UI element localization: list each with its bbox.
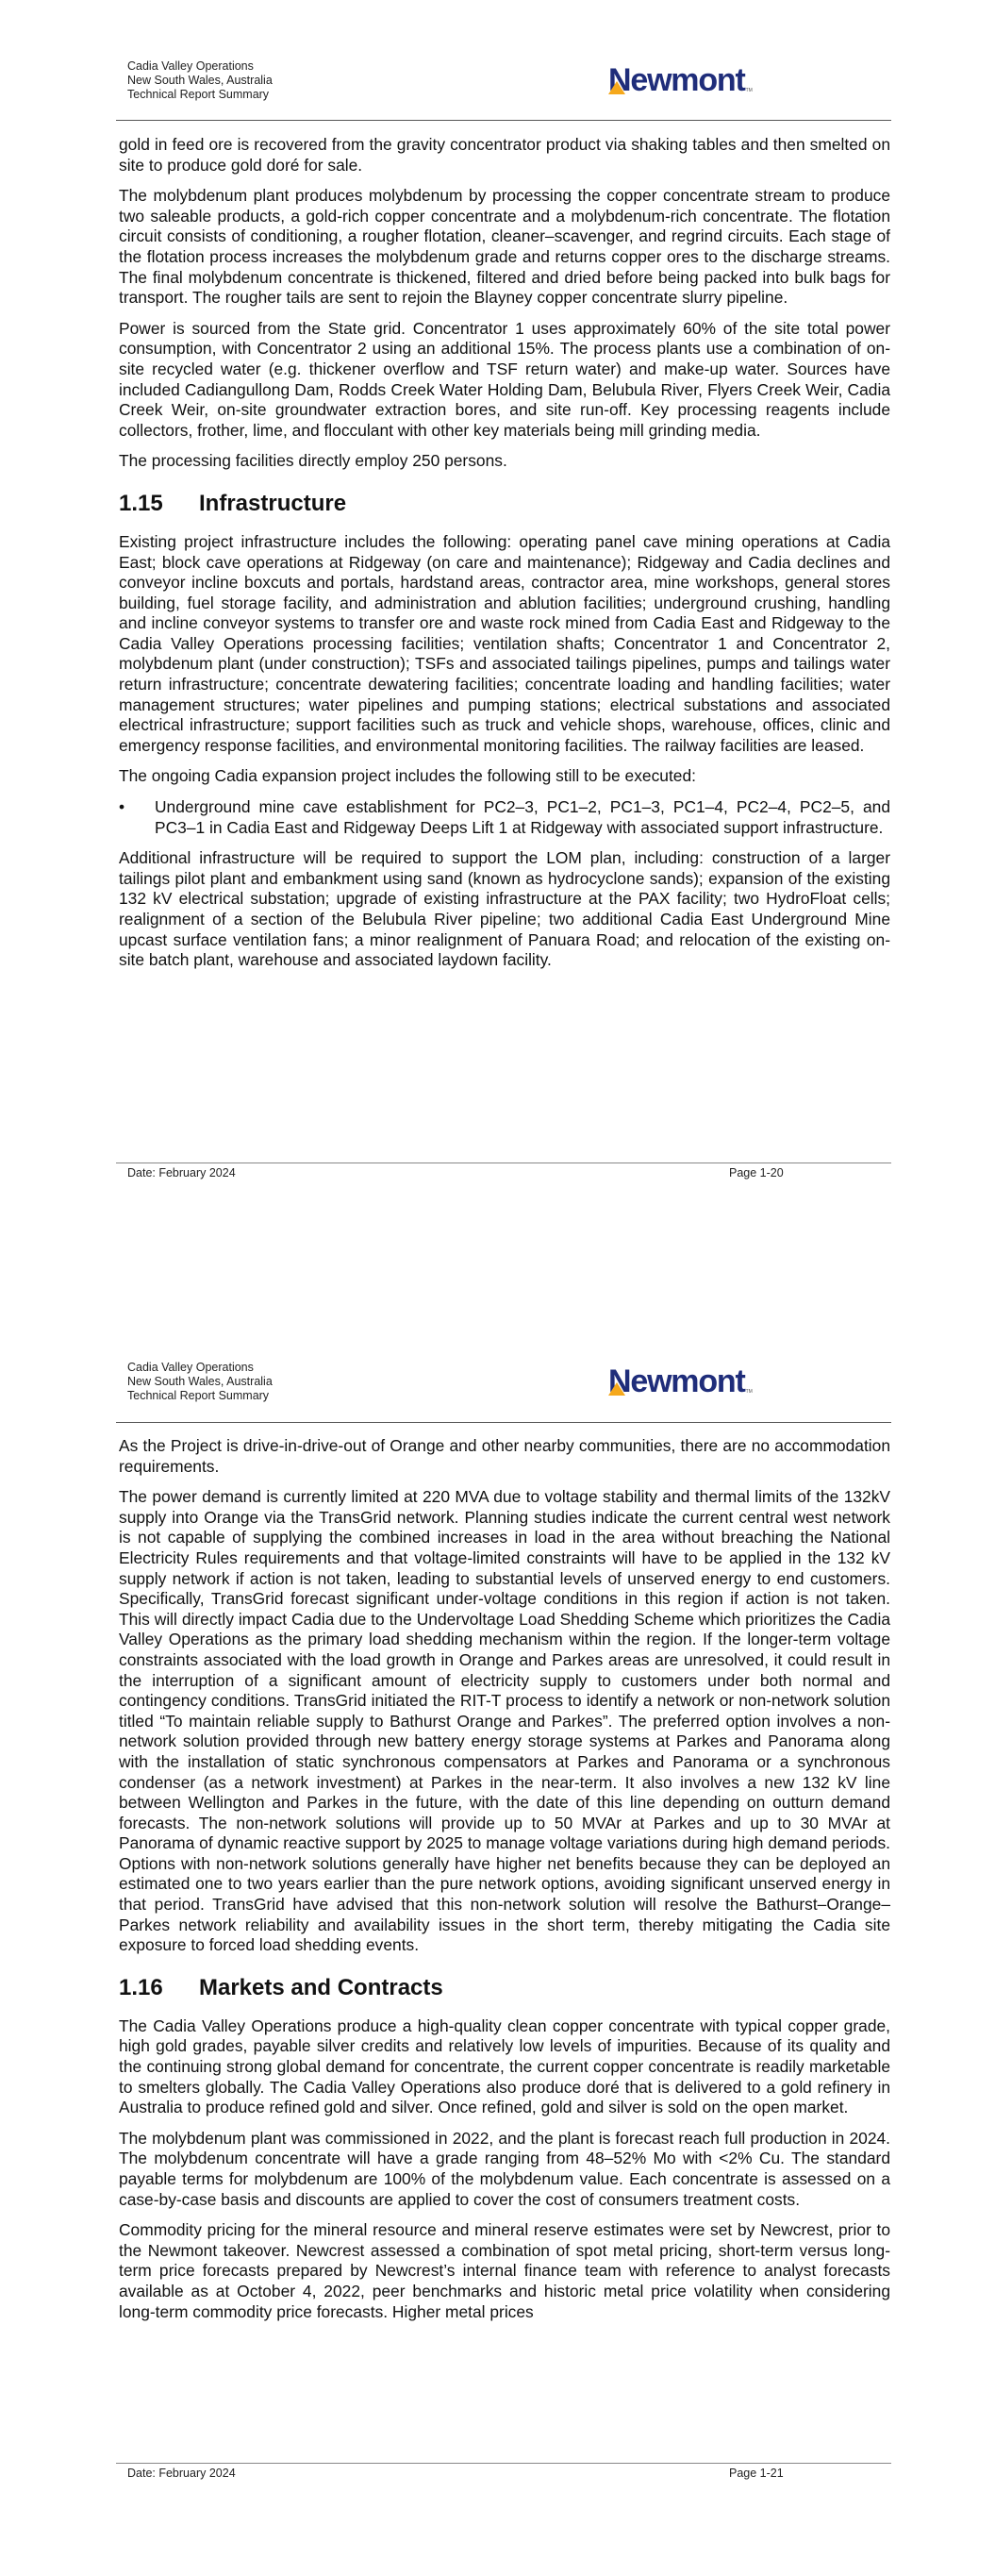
paragraph: The ongoing Cadia expansion project includes the following still to be executed: <box>119 766 696 786</box>
header-rule <box>116 1422 891 1423</box>
bullet-icon: • <box>119 797 125 817</box>
paragraph: As the Project is drive-in-drive-out of Orange and other nearby communities, there are no accommodation requirements. <box>119 1436 890 1476</box>
newmont-logo <box>608 64 753 96</box>
page-body <box>119 135 890 981</box>
list-item: • Underground mine cave establishment for PC2–3, PC1–2, PC1–3, PC1–4, PC2–4, PC2–5, and PC3–1 in Cadia East and Ridgeway Deeps Lift 1 at Ridgeway with associated support infrastructure. <box>119 797 890 837</box>
section-number: 1.15 <box>119 490 163 516</box>
document-header <box>127 1361 273 1403</box>
footer-page-number: Page 1-21 <box>729 2467 784 2480</box>
paragraph: Commodity pricing for the mineral resource and mineral reserve estimates were set by Newcrest, prior to the Newmont takeover. Newcrest assessed a combination of spot metal pricing, short-term versus long-term price forecasts prepared by Newcrest’s internal finance team with reference to analyst forecasts available as at October 4, 2022, peer benchmarks and historic metal price volatility when considering long-term commodity price forecasts. Higher metal prices <box>119 2220 890 2321</box>
section-number: 1.16 <box>119 1974 163 2000</box>
logo-trademark: TM <box>745 88 753 93</box>
footer-date: Date: February 2024 <box>127 1166 236 1179</box>
document-header <box>127 59 273 102</box>
bullet-list <box>119 797 890 838</box>
header-line-3: Technical Report Summary <box>127 88 270 101</box>
header-line-1: Cadia Valley Operations <box>127 59 254 73</box>
header-rule <box>116 120 891 121</box>
paragraph: The Cadia Valley Operations produce a high-quality clean copper concentrate with typical copper grade, high gold grades, payable silver credits and relatively low levels of impurities. Because of its quality and the continuing strong global demand for concentrate, the current copper concentrate is readily marketable to smelters globally. The Cadia Valley Operations also produce doré that is delivered to a gold refinery in Australia to produce refined gold and silver. Once refined, gold and silver is sold on the open market. <box>119 2016 890 2117</box>
section-heading-infrastructure <box>119 491 890 517</box>
page-body <box>119 1436 890 2333</box>
paragraph: The molybdenum plant was commissioned in 2022, and the plant is forecast reach full production in 2024. The molybdenum concentrate will have a grade ranging from 48–52% Mo with <2% Cu. The standard payable terms for molybdenum are 100% of the molybdenum value. Each concentrate is assessed on a case-by-case basis and discounts are applied to cover the cost of consumers treatment costs. <box>119 2128 890 2209</box>
paragraph: gold in feed ore is recovered from the gravity concentrator product via shaking tables and then smelted on site to produce gold doré for sale. <box>119 135 890 175</box>
paragraph: The processing facilities directly employ 250 persons. <box>119 451 507 471</box>
section-title: Infrastructure <box>199 490 347 516</box>
header-line-3: Technical Report Summary <box>127 1389 270 1402</box>
logo-wordmark: Newmont <box>608 1363 745 1399</box>
footer-page-number: Page 1-20 <box>729 1166 784 1179</box>
paragraph: Additional infrastructure will be required to support the LOM plan, including: construction of a larger tailings pilot plant and embankment using sand (known as hydrocyclone sands); expansion of the existing 132 kV electrical substation; upgrade of existing infrastructure at the PAX facility; two HydroFloat cells; realignment of a section of the Belubula River pipeline; two additional Cadia East Underground Mine upcast surface ventilation fans; a minor realignment of Panuara Road; and relocation of the existing on-site batch plant, warehouse and associated laydown facility. <box>119 848 890 970</box>
page-1-20 <box>0 0 995 1227</box>
section-heading-markets-and-contracts <box>119 1975 890 2001</box>
paragraph: Existing project infrastructure includes the following: operating panel cave mining operations at Cadia East; block cave operations at Ridgeway (on care and maintenance); Ridgeway and Cadia declines and conveyor incline boxcuts and portals, hardstand areas, contractor area, mine workshops, general stores building, fuel storage facility, and administration and ablution facilities; underground crushing, handling and incline conveyor systems to transfer ore and waste rock mined from Cadia East and Ridgeway to the Cadia Valley Operations processing facilities; ventilation shafts; Concentrator 1 and Concentrator 2, molybdenum plant (under construction); TSFs and associated tailings pipelines, pumps and tailings water return infrastructure; concentrate dewatering facilities; concentrate loading and handling facilities; water management structures; water pipelines and pumping stations; electrical substations and associated electrical infrastructure; support facilities such as truck and vehicle shops, warehouse, offices, clinic and emergency response facilities, and environmental monitoring facilities. The railway facilities are leased. <box>119 531 890 755</box>
paragraph: The molybdenum plant produces molybdenum by processing the copper concentrate stream to produce two saleable products, a gold-rich copper concentrate and a molybdenum-rich concentrate. The flotation circuit consists of conditioning, a rougher flotation, cleaner–scavenger, and regrind circuits. Each stage of the flotation process increases the molybdenum grade and returns copper ores to the discharge streams. The final molybdenum concentrate is thickened, filtered and dried before being packed into bulk bags for transport. The rougher tails are sent to rejoin the Blayney copper concentrate slurry pipeline. <box>119 186 890 308</box>
paragraph: Power is sourced from the State grid. Concentrator 1 uses approximately 60% of the site total power consumption, with Concentrator 2 using an additional 15%. The process plants use a combination of on-site recycled water (e.g. thickener overflow and TSF return water) and make-up water. Sources have included Cadiangullong Dam, Rodds Creek Water Holding Dam, Belubula River, Flyers Creek Weir, Cadia Creek Weir, on-site groundwater extraction bores, and site run-off. Key processing reagents include collectors, frother, lime, and flocculant with other key materials being mill grinding media. <box>119 318 890 440</box>
footer-rule <box>116 2463 891 2464</box>
logo-wordmark: Newmont <box>608 62 745 98</box>
newmont-logo <box>608 1365 753 1397</box>
logo-trademark: TM <box>745 1389 753 1395</box>
logo-triangle-icon <box>608 81 625 94</box>
logo-triangle-icon <box>608 1382 625 1396</box>
header-line-1: Cadia Valley Operations <box>127 1361 254 1374</box>
header-line-2: New South Wales, Australia <box>127 74 273 87</box>
paragraph: The power demand is currently limited at 220 MVA due to voltage stability and thermal limits of the 132kV supply into Orange via the TransGrid network. Planning studies indicate the current central west network is not capable of supplying the combined increases in load in the area without breaching the National Electricity Rules requirements and that voltage-limited constraints will have to be applied in the 132 kV supply network if action is not taken, leading to substantial levels of unserved energy to end customers. Specifically, TransGrid forecast significant under-voltage conditions in this region if action is not taken. This will directly impact Cadia due to the Undervoltage Load Shedding Scheme which prioritizes the Cadia Valley Operations as the primary load shedding mechanism within the region. If the longer-term voltage constraints associated with the load growth in Orange and Parkes areas are unresolved, it could result in the interruption of a significant amount of electricity supply to customers under both normal and contingency conditions. TransGrid initiated the RIT-T process to identify a network or non-network solution titled “To maintain reliable supply to Bathurst Orange and Parkes”. The preferred option involves a non-network solution provided through new battery energy storage systems at Parkes and Panorama along with the installation of static synchronous compensators at Parkes and Panorama or a synchronous condenser (as a network investment) at Parkes in the near-term. It also involves a new 132 kV line between Wellington and Parkes in the future, with the date of this line depending on outturn demand forecasts. The non-network solutions will provide up to 50 MVAr at Parkes and up to 30 MVAr at Panorama of dynamic reactive support by 2025 to manage voltage variations during high demand periods. Options with non-network solutions generally have higher net benefits because they can be deployed an estimated one to two years earlier than the pure network options, avoiding significant unserved energy in that period. TransGrid have advised that this non-network solution will resolve the Bathurst–Orange–Parkes network reliability and availability issues in the short term, thereby mitigating the Cadia site exposure to forced load shedding events. <box>119 1487 890 1955</box>
section-title: Markets and Contracts <box>199 1974 443 2000</box>
header-line-2: New South Wales, Australia <box>127 1375 273 1388</box>
footer-date: Date: February 2024 <box>127 2467 236 2480</box>
